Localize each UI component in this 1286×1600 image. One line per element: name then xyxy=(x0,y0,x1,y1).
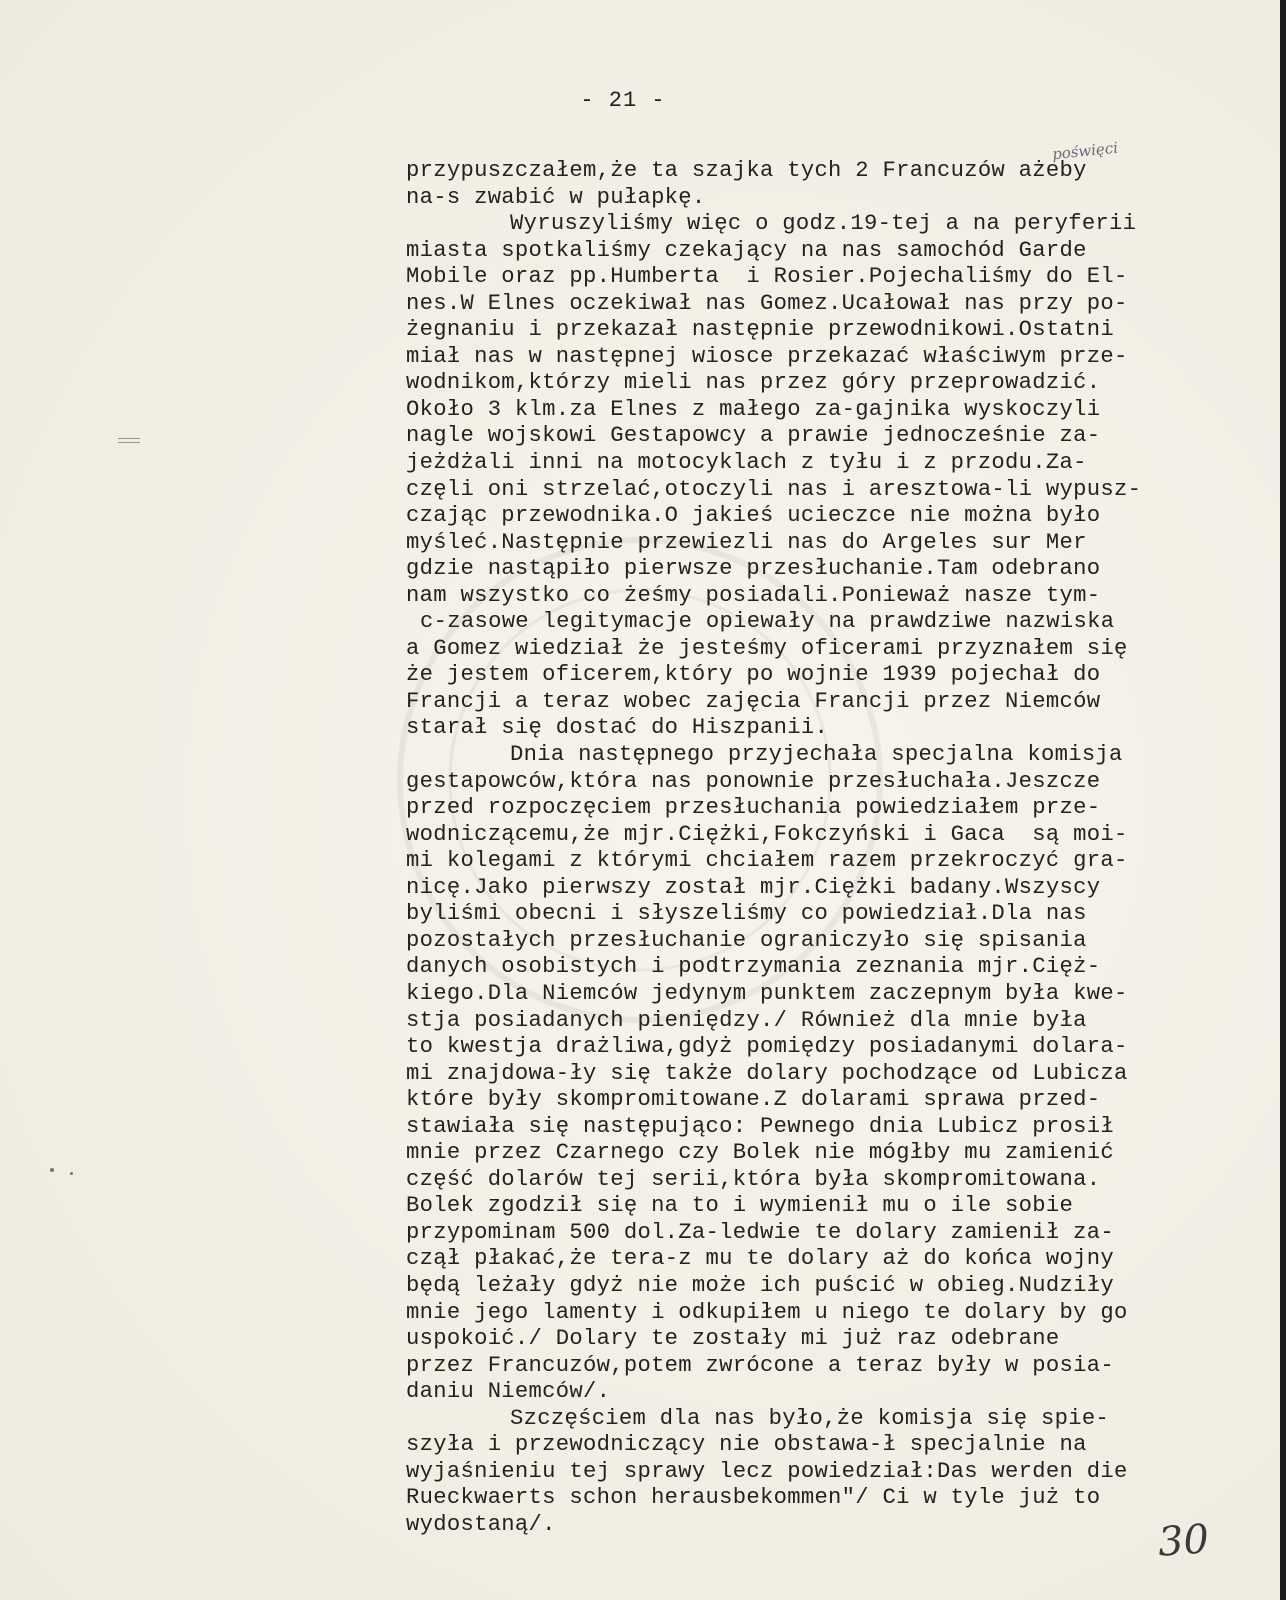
text-line: czając przewodnika.O jakieś ucieczce nie można było xyxy=(406,503,1101,529)
text-line: część dolarów tej serii,która była skompromitowana. xyxy=(406,1166,1101,1192)
text-line: jeżdżali inni na motocyklach z tyłu i z przodu.Za- xyxy=(406,450,1087,476)
text-line: Rueckwaerts schon herausbekommen"/ Ci w tyle już to xyxy=(406,1485,1101,1511)
text-line: kiego.Dla Niemców jedynym punktem zaczepnym była kwe- xyxy=(406,980,1128,1006)
text-line: stawiała się następująco: Pewnego dnia Lubicz prosił xyxy=(406,1113,1114,1139)
text-line: przez Francuzów,potem zwrócone a teraz były w posia- xyxy=(406,1352,1114,1378)
text-line: stja posiadanych pieniędzy./ Również dla mnie była xyxy=(406,1007,1087,1033)
text-line: mi kolegami z którymi chciałem razem przekroczyć gra- xyxy=(406,848,1128,874)
text-line: mnie przez Czarnego czy Bolek nie mógłby mu zamienić xyxy=(406,1140,1114,1166)
paper-speck xyxy=(50,1168,54,1172)
archive-page-number: 30 xyxy=(1156,1516,1211,1566)
text-line: będą leżały gdyż nie może ich puścić w obieg.Nudziły xyxy=(406,1272,1114,1298)
text-line: miał nas w następnej wiosce przekazać właściwym prze- xyxy=(406,343,1128,369)
text-line: na-s zwabić w pułapkę. xyxy=(406,184,706,210)
text-line: pozostałych przesłuchanie ograniczyło się spisania xyxy=(406,927,1087,953)
text-line: a Gomez wiedział że jesteśmy oficerami przyznałem się xyxy=(406,635,1128,661)
text-line: Szczęściem dla nas było,że komisja się spie- xyxy=(510,1405,1110,1431)
text-line: że jestem oficerem,który po wojnie 1939 pojechał do xyxy=(406,662,1101,688)
text-line: przypuszczałem,że ta szajka tych 2 Francuzów ażeby xyxy=(406,158,1087,183)
text-line: Dnia następnego przyjechała specjalna komisja xyxy=(510,742,1123,768)
handwritten-note: poświęci xyxy=(1051,138,1119,164)
text-line: uspokoić./ Dolary te zostały mi już raz odebrane xyxy=(406,1326,1060,1352)
text-line: gestapowców,która nas ponownie przesłuchała.Jeszcze xyxy=(406,768,1101,794)
scan-mark xyxy=(118,442,140,443)
text-line: nes.W Elnes oczekiwał nas Gomez.Ucałował nas przy po- xyxy=(406,290,1128,316)
text-line: wodnikom,którzy mieli nas przez góry przeprowadzić. xyxy=(406,370,1101,396)
text-line: wyjaśnieniu tej sprawy lecz powiedział:Das werden die xyxy=(406,1458,1128,1484)
text-line: starał się dostać do Hiszpanii. xyxy=(406,715,829,741)
text-line: nagle wojskowi Gestapowcy a prawie jednocześnie za- xyxy=(406,423,1101,449)
text-line: które były skompromitowane.Z dolarami sprawa przed- xyxy=(406,1087,1101,1113)
text-line: Około 3 klm.za Elnes z małego za-gajnika wyskoczyli xyxy=(406,396,1101,422)
text-line: Mobile oraz pp.Humberta i Rosier.Pojechaliśmy do El- xyxy=(406,264,1128,290)
typewritten-body xyxy=(406,158,1256,1538)
text-line: szyła i przewodniczący nie obstawa-ł specjalnie na xyxy=(406,1432,1087,1458)
text-line: gdzie nastąpiło pierwsze przesłuchanie.Tam odebrano xyxy=(406,556,1101,582)
text-line: myśleć.Następnie przewiezli nas do Argeles sur Mer xyxy=(406,529,1087,555)
scan-mark xyxy=(118,438,140,439)
text-line: Francji a teraz wobec zajęcia Francji przez Niemców xyxy=(406,688,1101,714)
text-line: przypominam 500 dol.Za-ledwie te dolary zamienił za- xyxy=(406,1219,1114,1245)
text-line: Bolek zgodził się na to i wymienił mu o ile sobie xyxy=(406,1193,1074,1219)
text-line: c-zasowe legitymacje opiewały na prawdziwe nazwiska xyxy=(420,609,1115,635)
paper-speck xyxy=(70,1172,73,1175)
text-line: żegnaniu i przekazał następnie przewodnikowi.Ostatni xyxy=(406,317,1114,343)
text-line: miasta spotkaliśmy czekający na nas samochód Garde xyxy=(406,237,1087,263)
text-line: to kwestja drażliwa,gdyż pomiędzy posiadanymi dolara- xyxy=(406,1034,1128,1060)
text-line: nicę.Jako pierwszy został mjr.Ciężki badany.Wszyscy xyxy=(406,874,1101,900)
text-line: czął płakać,że tera-z mu te dolary aż do końca wojny xyxy=(406,1246,1114,1272)
page-number: - 21 - xyxy=(580,88,666,113)
text-line: wydostaną/. xyxy=(406,1511,556,1537)
text-line: częli oni strzelać,otoczyli nas i aresztowa-li wypusz- xyxy=(406,476,1142,502)
text-line: nam wszystko co żeśmy posiadali.Ponieważ nasze tym- xyxy=(406,582,1101,608)
text-line: daniu Niemców/. xyxy=(406,1379,611,1405)
text-line: mi znajdowa-ły się także dolary pochodzące od Lubicza xyxy=(406,1060,1128,1086)
text-line: Wyruszyliśmy więc o godz.19-tej a na peryferii xyxy=(510,211,1137,237)
text-line: danych osobistych i podtrzymania zeznania mjr.Cięż- xyxy=(406,954,1101,980)
text-line: przed rozpoczęciem przesłuchania powiedziałem prze- xyxy=(406,795,1101,821)
text-line: wodniczącemu,że mjr.Ciężki,Fokczyński i Gaca są moi- xyxy=(406,821,1128,847)
text-line: mnie jego lamenty i odkupiłem u niego te dolary by go xyxy=(406,1299,1128,1325)
text-line: byliśmi obecni i słyszeliśmy co powiedział.Dla nas xyxy=(406,901,1087,927)
